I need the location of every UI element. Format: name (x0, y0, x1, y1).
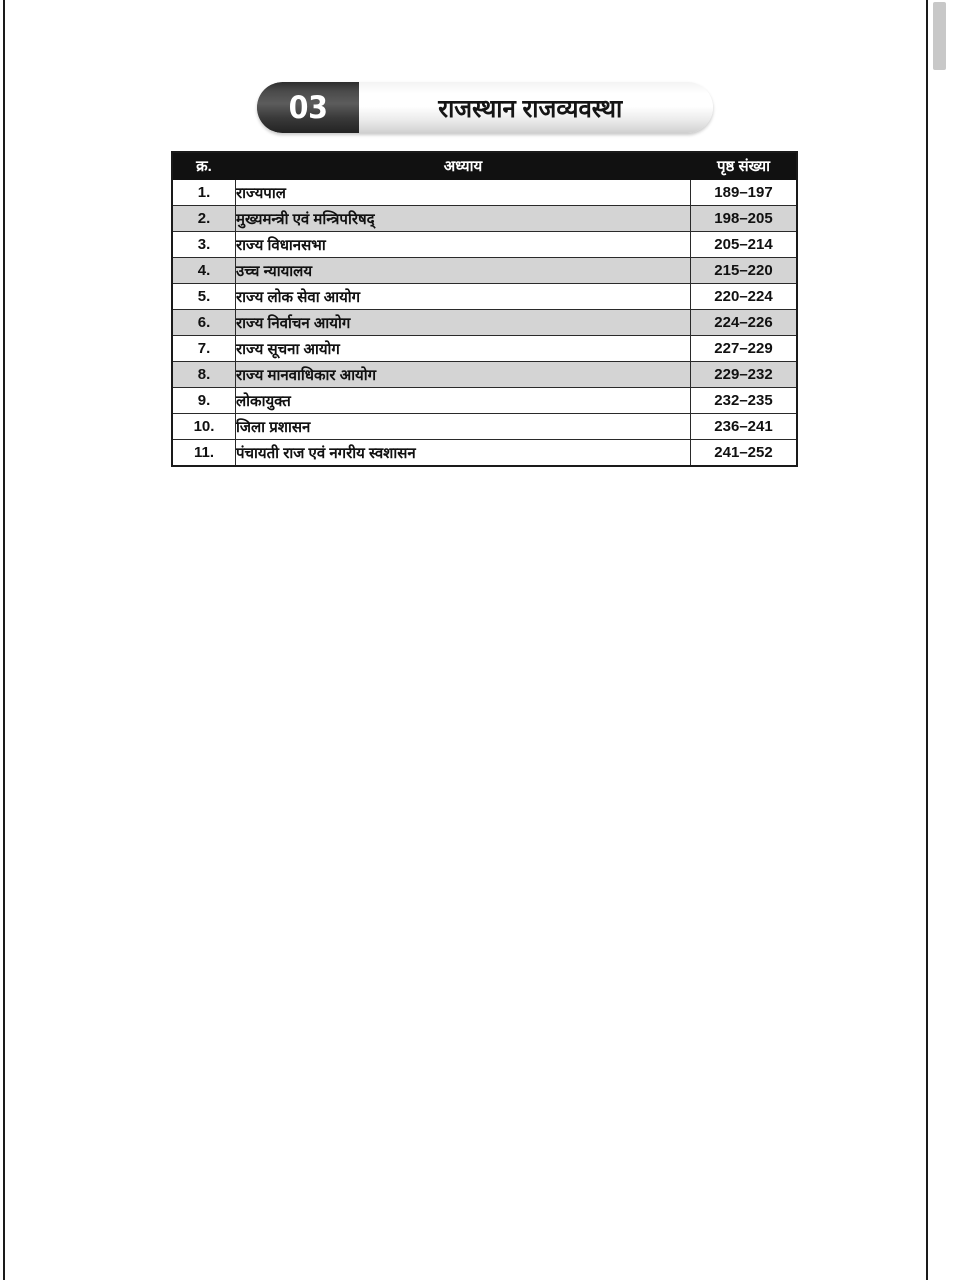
cell-chapter: मुख्यमन्त्री एवं मन्त्रिपरिषद् (236, 206, 691, 232)
cell-pages: 232–235 (691, 388, 798, 414)
scrollbar-thumb[interactable] (933, 2, 946, 70)
table-row (172, 440, 797, 467)
table-row (172, 388, 797, 414)
cell-chapter: राज्य सूचना आयोग (236, 336, 691, 362)
chapter-banner (257, 82, 713, 133)
table-row (172, 310, 797, 336)
cell-serial: 2. (172, 206, 236, 232)
cell-pages: 220–224 (691, 284, 798, 310)
cell-pages: 215–220 (691, 258, 798, 284)
cell-serial: 11. (172, 440, 236, 467)
cell-pages: 236–241 (691, 414, 798, 440)
document-page (3, 0, 928, 1280)
cell-serial: 4. (172, 258, 236, 284)
table-row (172, 180, 797, 206)
cell-chapter: राज्य निर्वाचन आयोग (236, 310, 691, 336)
table-row (172, 232, 797, 258)
cell-serial: 3. (172, 232, 236, 258)
cell-serial: 5. (172, 284, 236, 310)
cell-chapter: जिला प्रशासन (236, 414, 691, 440)
column-header-chapter: अध्याय (236, 152, 691, 180)
table-row (172, 258, 797, 284)
cell-serial: 7. (172, 336, 236, 362)
table-row (172, 362, 797, 388)
cell-pages: 229–232 (691, 362, 798, 388)
cell-serial: 8. (172, 362, 236, 388)
cell-serial: 10. (172, 414, 236, 440)
column-header-serial: क्र. (172, 152, 236, 180)
cell-serial: 9. (172, 388, 236, 414)
cell-pages: 198–205 (691, 206, 798, 232)
chapter-number-label: 03 (288, 89, 328, 126)
cell-pages: 224–226 (691, 310, 798, 336)
cell-pages: 205–214 (691, 232, 798, 258)
cell-chapter: पंचायती राज एवं नगरीय स्वशासन (236, 440, 691, 467)
cell-chapter: राज्य लोक सेवा आयोग (236, 284, 691, 310)
scrollbar-track[interactable] (936, 0, 954, 1280)
column-header-pages: पृष्ठ संख्या (691, 152, 798, 180)
contents-table (171, 151, 798, 467)
cell-chapter: राज्य विधानसभा (236, 232, 691, 258)
table-header (172, 152, 797, 180)
table-row (172, 336, 797, 362)
table-row (172, 414, 797, 440)
cell-chapter: उच्च न्यायालय (236, 258, 691, 284)
cell-pages: 241–252 (691, 440, 798, 467)
cell-serial: 1. (172, 180, 236, 206)
table-header-row (172, 152, 797, 180)
chapter-number-badge (257, 82, 359, 133)
cell-chapter: राज्यपाल (236, 180, 691, 206)
cell-pages: 227–229 (691, 336, 798, 362)
table-row (172, 206, 797, 232)
cell-chapter: लोकायुक्त (236, 388, 691, 414)
table-body (172, 180, 797, 467)
cell-pages: 189–197 (691, 180, 798, 206)
chapter-title: राजस्थान राजव्यवस्था (438, 94, 623, 123)
table-row (172, 284, 797, 310)
cell-chapter: राज्य मानवाधिकार आयोग (236, 362, 691, 388)
cell-serial: 6. (172, 310, 236, 336)
